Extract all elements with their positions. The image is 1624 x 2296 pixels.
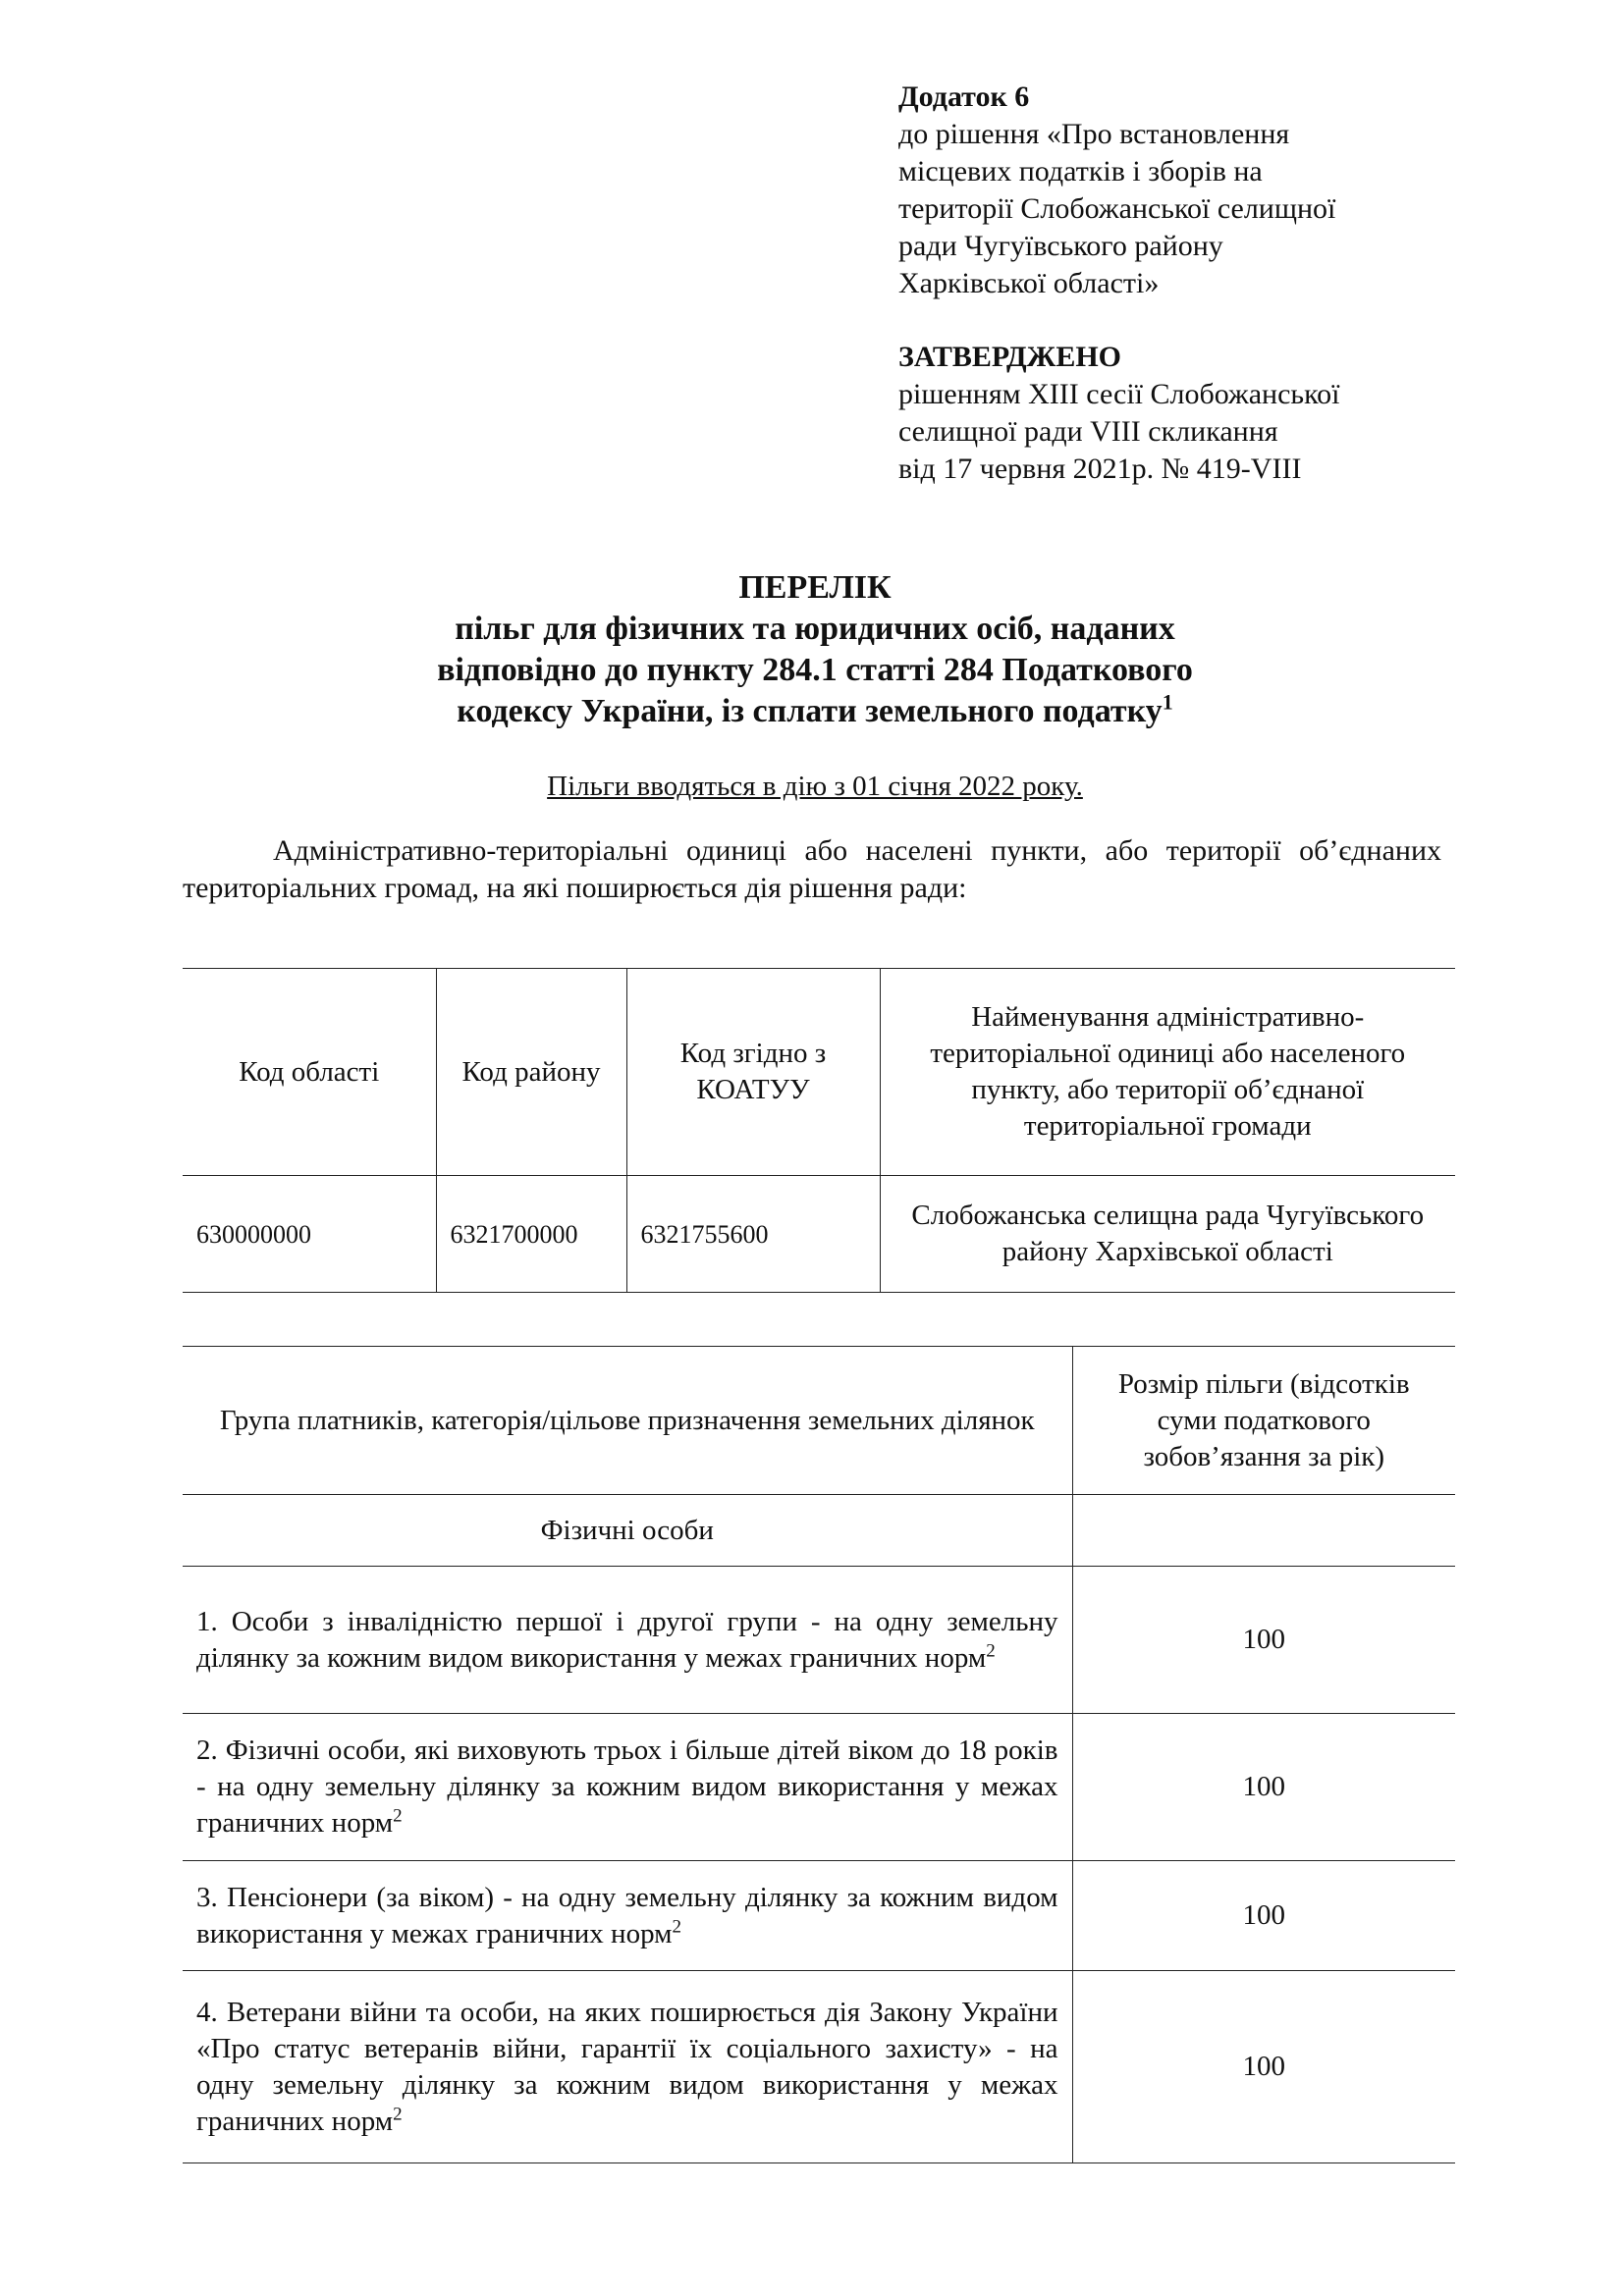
- table-row: [183, 1971, 1455, 2163]
- annex-block: [898, 79, 1488, 302]
- benefit-value: 100: [1072, 1714, 1455, 1861]
- annex-line: території Слобожанської селищної: [898, 192, 1336, 225]
- district-code: 6321700000: [436, 1176, 626, 1293]
- benefit-description: [183, 1861, 1072, 1971]
- section-title: Фізичні особи: [183, 1495, 1072, 1567]
- footnote-mark: 2: [393, 2103, 403, 2124]
- annex-line: Харківської області»: [898, 267, 1160, 299]
- benefits-table: [183, 1346, 1455, 2163]
- annex-line: місцевих податків і зборів на: [898, 155, 1263, 187]
- benefit-value: 100: [1072, 1567, 1455, 1714]
- benefit-text: 3. Пенсіонери (за віком) - на одну земельну ділянку за кожним видом використання у межах граничних норм: [196, 1881, 1058, 1949]
- benefit-description: [183, 1971, 1072, 2163]
- document-heading: [177, 567, 1453, 732]
- approval-line: від 17 червня 2021р. № 419-VIII: [898, 453, 1302, 485]
- footnote-mark: 2: [672, 1915, 681, 1937]
- header-district-code: Код району: [436, 969, 626, 1176]
- header-koatuu-code: Код згідно з КОАТУУ: [626, 969, 880, 1176]
- territory-name: Слобожанська селищна рада Чугуївського району Хархівської області: [880, 1176, 1455, 1293]
- footnote-mark: 2: [393, 1805, 403, 1827]
- footnote-mark: 1: [1162, 689, 1173, 715]
- header-region-code: Код області: [183, 969, 436, 1176]
- koatuu-code: 6321755600: [626, 1176, 880, 1293]
- section-empty-cell: [1072, 1495, 1455, 1567]
- approval-block: [898, 339, 1488, 488]
- annex-line: до рішення «Про встановлення: [898, 118, 1290, 150]
- heading-line: відповідно до пункту 284.1 статті 284 Податкового: [437, 652, 1193, 688]
- table-row: [183, 1176, 1455, 1293]
- benefit-text: 2. Фізичні особи, які виховують трьох і більше дітей віком до 18 років - на одну земельну ділянку за кожним видом використання у межах граничних норм: [196, 1735, 1058, 1839]
- territory-table: [183, 968, 1455, 1293]
- table-row: [183, 1861, 1455, 1971]
- annex-title: Додаток 6: [898, 80, 1030, 113]
- approval-line: селищної ради VIII скликання: [898, 415, 1278, 448]
- benefit-text: 4. Ветерани війни та особи, на яких поширюється дія Закону України «Про статус ветеранів війни, гарантії їх соціального захисту» - на одну земельну ділянку за кожним видом використання у межах граничних норм: [196, 1996, 1058, 2137]
- table-row: [183, 1714, 1455, 1861]
- header-benefit-size: Розмір пільги (відсотків суми податкового зобов’язання за рік): [1072, 1347, 1455, 1495]
- table-header-row: [183, 1347, 1455, 1495]
- benefit-description: [183, 1714, 1072, 1861]
- heading-line: пільг для фізичних та юридичних осіб, наданих: [455, 611, 1175, 647]
- effective-date: [177, 771, 1453, 803]
- header-territory-name: Найменування адміністративно-територіальної одиниці або населеного пункту, або території об’єднаної територіальної громади: [880, 969, 1455, 1176]
- section-row: [183, 1495, 1455, 1567]
- heading-line: [177, 691, 1453, 732]
- table-header-row: [183, 969, 1455, 1176]
- heading-line: ПЕРЕЛІК: [738, 569, 892, 606]
- benefit-description: [183, 1567, 1072, 1714]
- effective-date-text: Пільги вводяться в дію з 01 січня 2022 року.: [547, 771, 1083, 802]
- header-payer-group: Група платників, категорія/цільове призначення земельних ділянок: [183, 1347, 1072, 1495]
- benefit-text: 1. Особи з інвалідністю першої і другої групи - на одну земельну ділянку за кожним видом використання у межах граничних норм: [196, 1605, 1058, 1674]
- benefit-value: 100: [1072, 1861, 1455, 1971]
- intro-paragraph: Адміністративно-територіальні одиниці або населені пункти, або території об’єднаних територіальних громад, на які поширюється дія рішення ради:: [183, 834, 1441, 904]
- footnote-mark: 2: [986, 1639, 996, 1661]
- table-row: [183, 1567, 1455, 1714]
- approval-title: ЗАТВЕРДЖЕНО: [898, 341, 1121, 373]
- benefit-value: 100: [1072, 1971, 1455, 2163]
- region-code: 630000000: [183, 1176, 436, 1293]
- heading-line-text: кодексу України, із сплати земельного податку: [457, 693, 1163, 729]
- annex-line: ради Чугуївського району: [898, 230, 1223, 262]
- approval-line: рішенням XIII сесії Слобожанської: [898, 378, 1340, 410]
